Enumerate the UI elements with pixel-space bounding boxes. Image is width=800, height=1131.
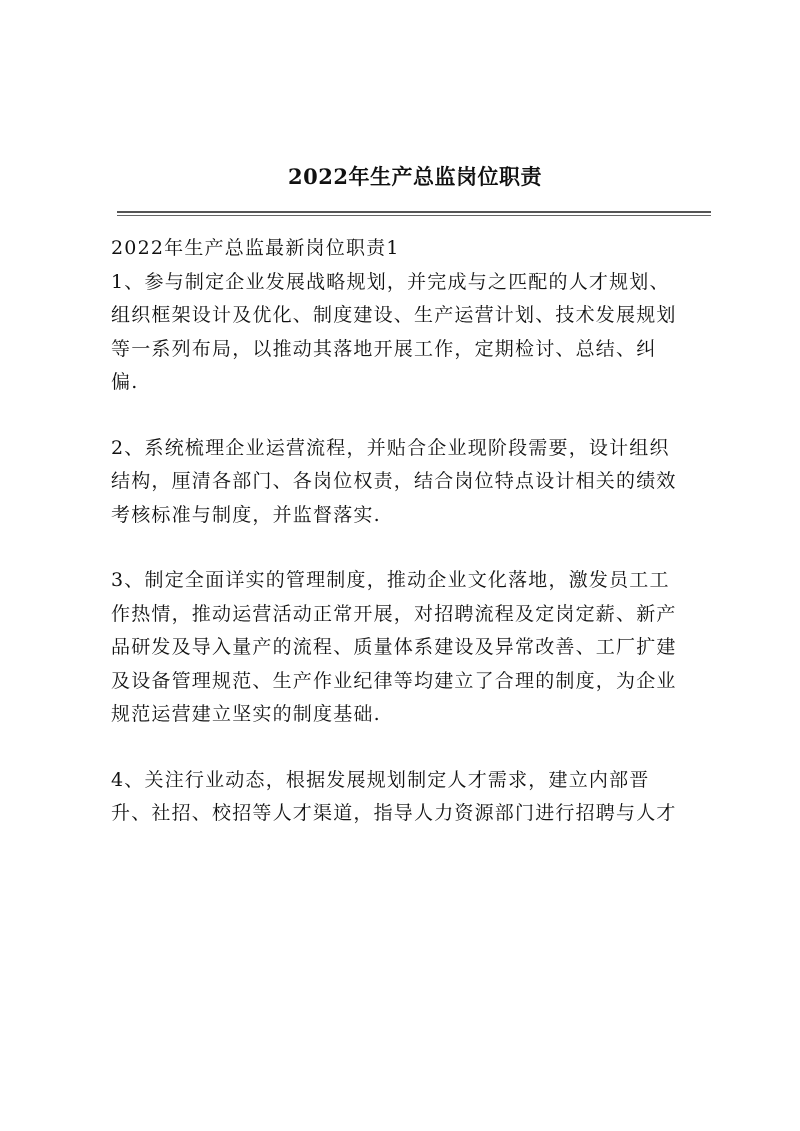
text-line: 3、制定全面详实的管理制度，推动企业文化落地，激发员工工 <box>111 569 670 591</box>
section-heading: 2022年生产总监最新岗位职责1 <box>111 237 400 259</box>
title-divider-secondary <box>117 215 711 216</box>
text-line: 组织框架设计及优化、制度建设、生产运营计划、技术发展规划 <box>111 304 677 326</box>
text-line: 升、社招、校招等人才渠道，指导人力资源部门进行招聘与人才 <box>111 802 677 824</box>
page-title: 2022年生产总监岗位职责 <box>288 164 542 189</box>
paragraph-2 <box>111 432 711 533</box>
text-line: 及设备管理规范、生产作业纪律等均建立了合理的制度，为企业 <box>111 669 677 692</box>
text-line: 2、系统梳理企业运营流程，并贴合企业现阶段需要，设计组织 <box>111 436 670 459</box>
title-divider <box>117 211 711 213</box>
text-line: 品研发及导入量产的流程、质量体系建设及异常改善、工厂扩建 <box>111 636 677 658</box>
text-line: 结构，厘清各部门、各岗位权责，结合岗位特点设计相关的绩效 <box>111 470 677 492</box>
paragraph-1 <box>111 266 711 400</box>
document-body <box>111 232 711 863</box>
text-line: 作热情，推动运营活动正常开展，对招聘流程及定岗定薪、新产 <box>111 602 677 625</box>
paragraph-3 <box>111 564 711 732</box>
text-line: 规范运营建立坚实的制度基础. <box>111 703 381 725</box>
text-line: 偏. <box>111 371 139 393</box>
text-line: 考核标准与制度，并监督落实. <box>111 503 381 526</box>
text-line: 4、关注行业动态，根据发展规划制定人才需求，建立内部晋 <box>111 768 650 791</box>
paragraph-4 <box>111 764 711 831</box>
text-line: 1、参与制定企业发展战略规划，并完成与之匹配的人才规划、 <box>111 270 670 293</box>
text-line: 等一系列布局，以推动其落地开展工作，定期检讨、总结、纠 <box>111 337 657 360</box>
